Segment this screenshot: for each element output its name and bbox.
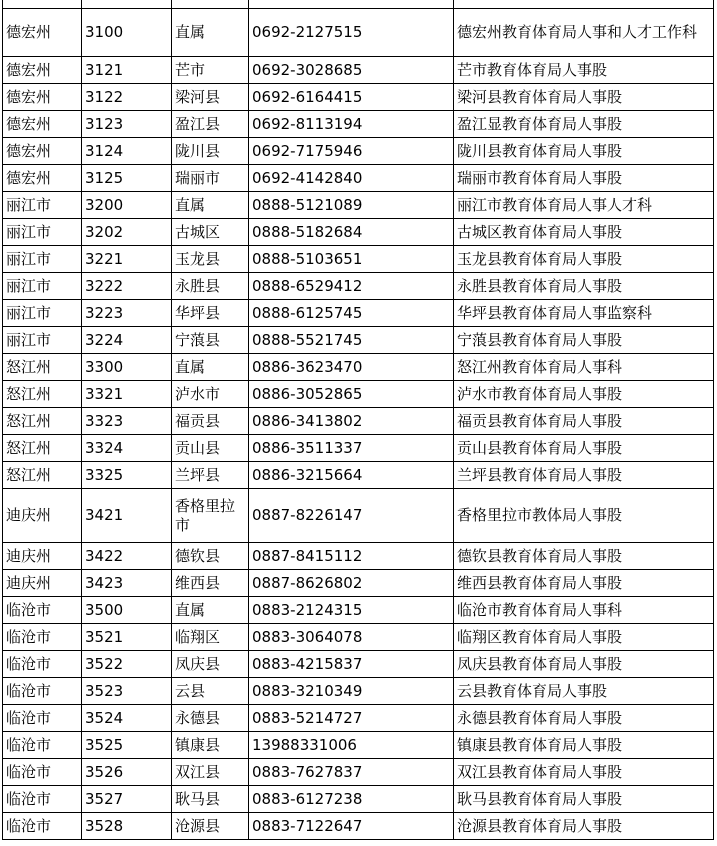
table-row — [3, 219, 714, 246]
code-cell: 3526 — [82, 759, 172, 786]
code-cell: 3422 — [82, 543, 172, 570]
phone-cell: 0888-6125745 — [249, 300, 454, 327]
unit-cell: 香格里拉市教体局人事股 — [454, 489, 714, 543]
area-cell: 永胜县 — [172, 273, 249, 300]
table-row — [3, 84, 714, 111]
unit-cell: 双江县教育体育局人事股 — [454, 759, 714, 786]
area-cell: 直属 — [172, 354, 249, 381]
phone-cell: 0883-6127238 — [249, 786, 454, 813]
table-row — [3, 813, 714, 840]
phone-cell: 0883-7122647 — [249, 813, 454, 840]
phone-cell: 0887-8415112 — [249, 543, 454, 570]
prefecture-cell: 怒江州 — [3, 435, 82, 462]
prefecture-cell: 怒江州 — [3, 354, 82, 381]
code-cell: 3321 — [82, 381, 172, 408]
phone-cell: 0888-6529412 — [249, 273, 454, 300]
phone-cell: 0692-4142840 — [249, 165, 454, 192]
code-cell: 3124 — [82, 138, 172, 165]
prefecture-cell: 迪庆州 — [3, 543, 82, 570]
unit-cell: 古城区教育体育局人事股 — [454, 219, 714, 246]
area-cell: 德钦县 — [172, 543, 249, 570]
code-cell: 3202 — [82, 219, 172, 246]
area-cell: 瑞丽市 — [172, 165, 249, 192]
area-cell — [172, 0, 249, 9]
prefecture-cell: 临沧市 — [3, 759, 82, 786]
area-cell: 陇川县 — [172, 138, 249, 165]
code-cell: 3523 — [82, 678, 172, 705]
unit-cell: 兰坪县教育体育局人事股 — [454, 462, 714, 489]
prefecture-cell: 德宏州 — [3, 138, 82, 165]
table-row — [3, 354, 714, 381]
area-cell: 古城区 — [172, 219, 249, 246]
table-row — [3, 678, 714, 705]
code-cell: 3224 — [82, 327, 172, 354]
prefecture-cell: 迪庆州 — [3, 489, 82, 543]
area-cell: 兰坪县 — [172, 462, 249, 489]
code-cell: 3423 — [82, 570, 172, 597]
table-row — [3, 192, 714, 219]
table-row — [3, 408, 714, 435]
unit-cell — [454, 0, 714, 9]
unit-cell: 临沧市教育体育局人事科 — [454, 597, 714, 624]
table-row — [3, 0, 714, 9]
phone-cell: 0886-3215664 — [249, 462, 454, 489]
phone-cell: 0883-5214727 — [249, 705, 454, 732]
unit-cell: 福贡县教育体育局人事股 — [454, 408, 714, 435]
prefecture-cell: 丽江市 — [3, 327, 82, 354]
prefecture-cell: 德宏州 — [3, 57, 82, 84]
code-cell: 3100 — [82, 9, 172, 57]
table-row — [3, 111, 714, 138]
table-row — [3, 570, 714, 597]
area-cell: 临翔区 — [172, 624, 249, 651]
phone-cell: 0886-3511337 — [249, 435, 454, 462]
code-cell: 3528 — [82, 813, 172, 840]
unit-cell: 沧源县教育体育局人事股 — [454, 813, 714, 840]
education-bureau-contact-table — [2, 0, 714, 840]
unit-cell: 德钦县教育体育局人事股 — [454, 543, 714, 570]
area-cell: 泸水市 — [172, 381, 249, 408]
area-cell: 梁河县 — [172, 84, 249, 111]
code-cell: 3223 — [82, 300, 172, 327]
table-row — [3, 273, 714, 300]
unit-cell: 梁河县教育体育局人事股 — [454, 84, 714, 111]
code-cell — [82, 0, 172, 9]
phone-cell: 0692-7175946 — [249, 138, 454, 165]
prefecture-cell: 临沧市 — [3, 624, 82, 651]
unit-cell: 华坪县教育体育局人事监察科 — [454, 300, 714, 327]
unit-cell: 贡山县教育体育局人事股 — [454, 435, 714, 462]
area-cell: 镇康县 — [172, 732, 249, 759]
area-cell: 直属 — [172, 9, 249, 57]
table-row — [3, 786, 714, 813]
prefecture-cell: 临沧市 — [3, 651, 82, 678]
code-cell: 3221 — [82, 246, 172, 273]
area-cell: 耿马县 — [172, 786, 249, 813]
table-row — [3, 435, 714, 462]
unit-cell: 耿马县教育体育局人事股 — [454, 786, 714, 813]
phone-cell: 0692-8113194 — [249, 111, 454, 138]
phone-cell — [249, 0, 454, 9]
phone-cell: 0883-4215837 — [249, 651, 454, 678]
unit-cell: 宁蒗县教育体育局人事股 — [454, 327, 714, 354]
prefecture-cell: 丽江市 — [3, 300, 82, 327]
prefecture-cell: 丽江市 — [3, 273, 82, 300]
code-cell: 3325 — [82, 462, 172, 489]
prefecture-cell: 丽江市 — [3, 246, 82, 273]
phone-cell: 0888-5121089 — [249, 192, 454, 219]
code-cell: 3527 — [82, 786, 172, 813]
table-row — [3, 300, 714, 327]
unit-cell: 永胜县教育体育局人事股 — [454, 273, 714, 300]
prefecture-cell: 临沧市 — [3, 705, 82, 732]
code-cell: 3500 — [82, 597, 172, 624]
unit-cell: 丽江市教育体育局人事人才科 — [454, 192, 714, 219]
prefecture-cell: 怒江州 — [3, 462, 82, 489]
code-cell: 3323 — [82, 408, 172, 435]
prefecture-cell: 德宏州 — [3, 111, 82, 138]
area-cell: 直属 — [172, 192, 249, 219]
area-cell: 双江县 — [172, 759, 249, 786]
unit-cell: 陇川县教育体育局人事股 — [454, 138, 714, 165]
prefecture-cell: 临沧市 — [3, 813, 82, 840]
table-row — [3, 381, 714, 408]
table-row — [3, 327, 714, 354]
phone-cell: 0883-3064078 — [249, 624, 454, 651]
unit-cell: 维西县教育体育局人事股 — [454, 570, 714, 597]
table-row — [3, 462, 714, 489]
code-cell: 3421 — [82, 489, 172, 543]
table-body — [3, 0, 714, 840]
code-cell: 3121 — [82, 57, 172, 84]
area-cell: 云县 — [172, 678, 249, 705]
unit-cell: 永德县教育体育局人事股 — [454, 705, 714, 732]
prefecture-cell: 怒江州 — [3, 381, 82, 408]
phone-cell: 0883-3210349 — [249, 678, 454, 705]
code-cell: 3522 — [82, 651, 172, 678]
area-cell: 盈江县 — [172, 111, 249, 138]
unit-cell: 泸水市教育体育局人事股 — [454, 381, 714, 408]
area-cell: 沧源县 — [172, 813, 249, 840]
code-cell: 3521 — [82, 624, 172, 651]
unit-cell: 瑞丽市教育体育局人事股 — [454, 165, 714, 192]
prefecture-cell: 迪庆州 — [3, 570, 82, 597]
prefecture-cell — [3, 0, 82, 9]
unit-cell: 临翔区教育体育局人事股 — [454, 624, 714, 651]
prefecture-cell: 丽江市 — [3, 192, 82, 219]
prefecture-cell: 临沧市 — [3, 732, 82, 759]
table-row — [3, 651, 714, 678]
unit-cell: 玉龙县教育体育局人事股 — [454, 246, 714, 273]
table-row — [3, 624, 714, 651]
phone-cell: 13988331006 — [249, 732, 454, 759]
prefecture-cell: 怒江州 — [3, 408, 82, 435]
unit-cell: 芒市教育体育局人事股 — [454, 57, 714, 84]
phone-cell: 0888-5521745 — [249, 327, 454, 354]
prefecture-cell: 丽江市 — [3, 219, 82, 246]
phone-cell: 0692-6164415 — [249, 84, 454, 111]
table-row — [3, 138, 714, 165]
phone-cell: 0886-3052865 — [249, 381, 454, 408]
prefecture-cell: 临沧市 — [3, 597, 82, 624]
table-row — [3, 489, 714, 543]
code-cell: 3123 — [82, 111, 172, 138]
prefecture-cell: 临沧市 — [3, 786, 82, 813]
code-cell: 3200 — [82, 192, 172, 219]
area-cell: 福贡县 — [172, 408, 249, 435]
phone-cell: 0883-7627837 — [249, 759, 454, 786]
code-cell: 3222 — [82, 273, 172, 300]
area-cell: 宁蒗县 — [172, 327, 249, 354]
code-cell: 3324 — [82, 435, 172, 462]
table-row — [3, 246, 714, 273]
phone-cell: 0888-5103651 — [249, 246, 454, 273]
phone-cell: 0692-3028685 — [249, 57, 454, 84]
contact-table-container — [2, 0, 713, 840]
prefecture-cell: 德宏州 — [3, 165, 82, 192]
phone-cell: 0887-8626802 — [249, 570, 454, 597]
area-cell: 香格里拉市 — [172, 489, 249, 543]
area-cell: 芒市 — [172, 57, 249, 84]
area-cell: 维西县 — [172, 570, 249, 597]
area-cell: 永德县 — [172, 705, 249, 732]
code-cell: 3524 — [82, 705, 172, 732]
code-cell: 3122 — [82, 84, 172, 111]
table-row — [3, 705, 714, 732]
unit-cell: 德宏州教育体育局人事和人才工作科 — [454, 9, 714, 57]
phone-cell: 0887-8226147 — [249, 489, 454, 543]
area-cell: 凤庆县 — [172, 651, 249, 678]
prefecture-cell: 临沧市 — [3, 678, 82, 705]
area-cell: 华坪县 — [172, 300, 249, 327]
area-cell: 贡山县 — [172, 435, 249, 462]
table-row — [3, 9, 714, 57]
unit-cell: 云县教育体育局人事股 — [454, 678, 714, 705]
table-row — [3, 57, 714, 84]
phone-cell: 0883-2124315 — [249, 597, 454, 624]
prefecture-cell: 德宏州 — [3, 9, 82, 57]
table-row — [3, 543, 714, 570]
unit-cell: 怒江州教育体育局人事科 — [454, 354, 714, 381]
code-cell: 3125 — [82, 165, 172, 192]
table-row — [3, 732, 714, 759]
table-row — [3, 759, 714, 786]
phone-cell: 0886-3413802 — [249, 408, 454, 435]
table-row — [3, 597, 714, 624]
code-cell: 3300 — [82, 354, 172, 381]
phone-cell: 0886-3623470 — [249, 354, 454, 381]
area-cell: 直属 — [172, 597, 249, 624]
phone-cell: 0888-5182684 — [249, 219, 454, 246]
unit-cell: 镇康县教育体育局人事股 — [454, 732, 714, 759]
table-row — [3, 165, 714, 192]
phone-cell: 0692-2127515 — [249, 9, 454, 57]
area-cell: 玉龙县 — [172, 246, 249, 273]
unit-cell: 凤庆县教育体育局人事股 — [454, 651, 714, 678]
prefecture-cell: 德宏州 — [3, 84, 82, 111]
unit-cell: 盈江显教育体育局人事股 — [454, 111, 714, 138]
code-cell: 3525 — [82, 732, 172, 759]
